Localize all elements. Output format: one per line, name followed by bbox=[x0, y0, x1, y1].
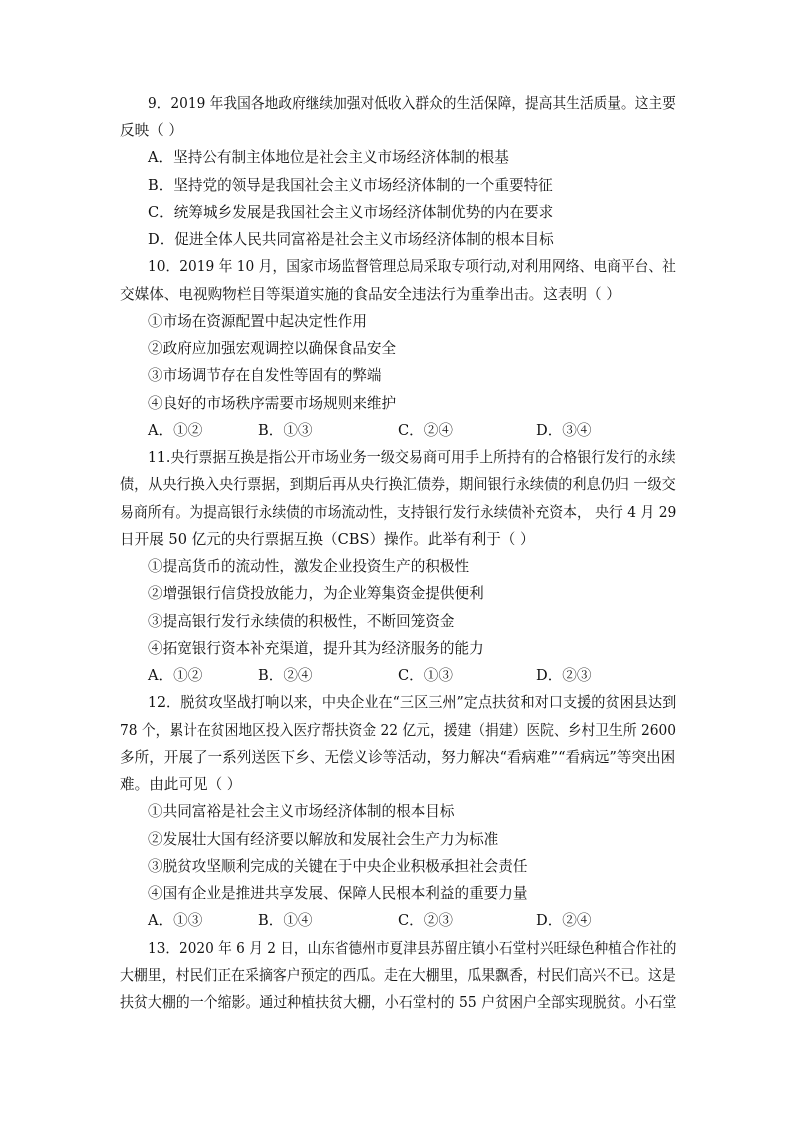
q12-choice-a: A．①③ bbox=[148, 912, 203, 929]
q11-item-3: ③提高银行发行永续债的积极性，不断回笼资金 bbox=[148, 613, 455, 630]
q12-choices bbox=[148, 911, 608, 931]
q13-stem-line-3: 扶贫大棚的一个缩影。通过种植扶贫大棚，小石堂村的 55 户贫困户全部实现脱贫。小石堂 bbox=[120, 994, 677, 1011]
q10-stem-line-1: 10．2019 年 10 月，国家市场监督管理总局采取专项行动,对利用网络、电商平台、社 bbox=[148, 258, 676, 275]
q11-stem-line-4: 日开展 50 亿元的央行票据互换（CBS）操作。此举有利于（ ） bbox=[120, 531, 535, 548]
q9-option-b: B．坚持党的领导是我国社会主义市场经济体制的一个重要特征 bbox=[148, 177, 553, 194]
q12-stem-line-4: 难。由此可见（ ） bbox=[120, 776, 242, 793]
q9-stem-line-2: 反映（ ） bbox=[120, 122, 184, 139]
q11-choice-a: A．①② bbox=[148, 667, 203, 684]
q10-choices bbox=[148, 421, 608, 441]
q10-choice-b: B．①③ bbox=[258, 422, 313, 439]
q11-choice-d: D．②③ bbox=[536, 667, 592, 684]
q12-item-3: ③脱贫攻坚顺利完成的关键在于中央企业积极承担社会责任 bbox=[148, 858, 528, 875]
q11-choice-b: B．②④ bbox=[258, 667, 313, 684]
q11-choices bbox=[148, 666, 608, 686]
q13-stem-line-1: 13．2020 年 6 月 2 日，山东省德州市夏津县苏留庄镇小石堂村兴旺绿色种植合作社的 bbox=[148, 940, 677, 957]
q10-choice-d: D．③④ bbox=[536, 422, 592, 439]
q11-stem-line-2: 债，从央行换入央行票据，到期后再从央行换汇债券，期间银行永续债的利息仍归 一级交 bbox=[120, 476, 676, 493]
q12-stem-line-2: 78 个，累计在贫困地区投入医疗帮扶资金 22 亿元，援建（捐建）医院、乡村卫生所 2600 bbox=[120, 722, 677, 739]
q12-stem-line-1: 12．脱贫攻坚战打响以来，中央企业在“三区三州”定点扶贫和对口支援的贫困县达到 bbox=[148, 694, 677, 711]
q12-choice-c: C．②③ bbox=[398, 912, 453, 929]
q11-item-4: ④拓宽银行资本补充渠道，提升其为经济服务的能力 bbox=[148, 640, 484, 657]
q13-stem-line-2: 大棚里，村民们正在采摘客户预定的西瓜。走在大棚里，瓜果飘香，村民们高兴不已。这是 bbox=[120, 967, 676, 984]
q10-item-4: ④良好的市场秩序需要市场规则来维护 bbox=[148, 395, 397, 412]
q9-option-d: D．促进全体人民共同富裕是社会主义市场经济体制的根本目标 bbox=[148, 231, 554, 248]
q10-stem-line-2: 交媒体、电视购物栏目等渠道实施的食品安全违法行为重拳出击。这表明（ ） bbox=[120, 286, 621, 303]
q10-choice-a: A．①② bbox=[148, 422, 203, 439]
q12-item-2: ②发展壮大国有经济要以解放和发展社会生产力为标准 bbox=[148, 831, 499, 848]
q10-item-3: ③市场调节存在自发性等固有的弊端 bbox=[148, 367, 382, 384]
q10-item-2: ②政府应加强宏观调控以确保食品安全 bbox=[148, 340, 397, 357]
q11-item-2: ②增强银行信贷投放能力，为企业筹集资金提供便利 bbox=[148, 585, 484, 602]
q12-item-4: ④国有企业是推进共享发展、保障人民根本利益的重要力量 bbox=[148, 885, 528, 902]
q10-choice-c: C．②④ bbox=[398, 422, 453, 439]
q9-option-a: A．坚持公有制主体地位是社会主义市场经济体制的根基 bbox=[148, 149, 509, 166]
q11-choice-c: C．①③ bbox=[398, 667, 453, 684]
q9-stem-line-1: 9．2019 年我国各地政府继续加强对低收入群众的生活保障，提高其生活质量。这主要 bbox=[148, 95, 676, 112]
q11-stem-line-3: 易商所有。为提高银行永续债的市场流动性，支持银行发行永续债补充资本， 央行 4 月 29 bbox=[120, 504, 677, 521]
q12-stem-line-3: 多所，开展了一系列送医下乡、无偿义诊等活动，努力解决“看病难”“看病远”等突出困 bbox=[120, 749, 676, 766]
q12-item-1: ①共同富裕是社会主义市场经济体制的根本目标 bbox=[148, 803, 455, 820]
q12-choice-b: B．①④ bbox=[258, 912, 313, 929]
q11-item-1: ①提高货币的流动性，激发企业投资生产的积极性 bbox=[148, 558, 470, 575]
q11-stem-line-1: 11.央行票据互换是指公开市场业务一级交易商可用手上所持有的合格银行发行的永续 bbox=[148, 449, 676, 466]
q12-choice-d: D．②④ bbox=[536, 912, 592, 929]
q10-item-1: ①市场在资源配置中起决定性作用 bbox=[148, 313, 367, 330]
q9-option-c: C．统筹城乡发展是我国社会主义市场经济体制优势的内在要求 bbox=[148, 204, 554, 221]
